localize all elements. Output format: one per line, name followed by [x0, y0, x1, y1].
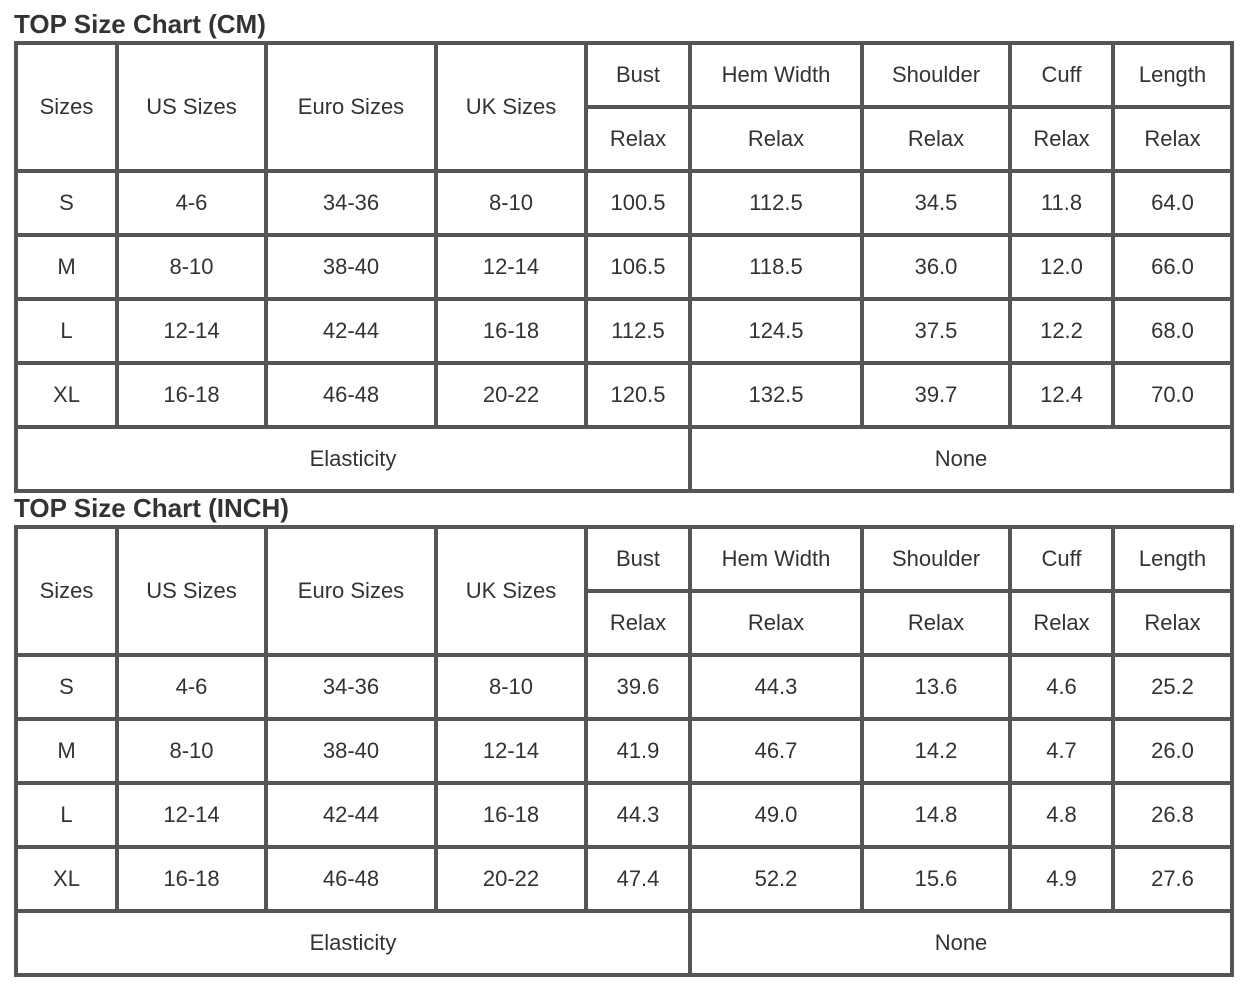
us-size-cell: 12-14	[117, 299, 266, 363]
us-size-cell: 16-18	[117, 363, 266, 427]
cuff-cell: 12.0	[1010, 235, 1113, 299]
header-bust: Bust	[586, 527, 690, 591]
bust-cell: 41.9	[586, 719, 690, 783]
shoulder-cell: 36.0	[862, 235, 1010, 299]
header-euro-sizes: Euro Sizes	[266, 527, 436, 655]
cuff-cell: 4.7	[1010, 719, 1113, 783]
elasticity-value: None	[690, 911, 1232, 975]
size-cell: XL	[16, 363, 117, 427]
size-cell: XL	[16, 847, 117, 911]
length-cell: 68.0	[1113, 299, 1232, 363]
shoulder-cell: 39.7	[862, 363, 1010, 427]
us-size-cell: 8-10	[117, 719, 266, 783]
header-bust: Bust	[586, 43, 690, 107]
subheader-shoulder-relax: Relax	[862, 591, 1010, 655]
shoulder-cell: 37.5	[862, 299, 1010, 363]
bust-cell: 100.5	[586, 171, 690, 235]
uk-size-cell: 20-22	[436, 847, 586, 911]
size-cell: L	[16, 299, 117, 363]
subheader-bust-relax: Relax	[586, 591, 690, 655]
hem-width-cell: 124.5	[690, 299, 862, 363]
header-us-sizes: US Sizes	[117, 43, 266, 171]
table-row	[16, 363, 1232, 427]
header-sizes: Sizes	[16, 43, 117, 171]
size-cell: L	[16, 783, 117, 847]
inch-chart-title: TOP Size Chart (INCH)	[14, 493, 289, 523]
header-cuff: Cuff	[1010, 43, 1113, 107]
elasticity-row	[16, 427, 1232, 491]
euro-size-cell: 46-48	[266, 847, 436, 911]
shoulder-cell: 34.5	[862, 171, 1010, 235]
inch-size-table	[14, 525, 1234, 977]
euro-size-cell: 34-36	[266, 171, 436, 235]
us-size-cell: 4-6	[117, 171, 266, 235]
length-cell: 26.0	[1113, 719, 1232, 783]
hem-width-cell: 44.3	[690, 655, 862, 719]
cuff-cell: 12.4	[1010, 363, 1113, 427]
table-row	[16, 171, 1232, 235]
subheader-bust-relax: Relax	[586, 107, 690, 171]
euro-size-cell: 38-40	[266, 235, 436, 299]
shoulder-cell: 15.6	[862, 847, 1010, 911]
header-row	[16, 43, 1232, 107]
uk-size-cell: 12-14	[436, 719, 586, 783]
header-euro-sizes: Euro Sizes	[266, 43, 436, 171]
euro-size-cell: 38-40	[266, 719, 436, 783]
size-cell: M	[16, 235, 117, 299]
cm-size-table	[14, 41, 1234, 493]
us-size-cell: 8-10	[117, 235, 266, 299]
uk-size-cell: 16-18	[436, 299, 586, 363]
elasticity-label: Elasticity	[16, 427, 690, 491]
cm-chart-title: TOP Size Chart (CM)	[14, 9, 266, 39]
us-size-cell: 16-18	[117, 847, 266, 911]
length-cell: 27.6	[1113, 847, 1232, 911]
bust-cell: 106.5	[586, 235, 690, 299]
header-length: Length	[1113, 43, 1232, 107]
hem-width-cell: 112.5	[690, 171, 862, 235]
bust-cell: 120.5	[586, 363, 690, 427]
elasticity-label: Elasticity	[16, 911, 690, 975]
header-uk-sizes: UK Sizes	[436, 43, 586, 171]
hem-width-cell: 118.5	[690, 235, 862, 299]
euro-size-cell: 34-36	[266, 655, 436, 719]
elasticity-value: None	[690, 427, 1232, 491]
subheader-hem-relax: Relax	[690, 107, 862, 171]
hem-width-cell: 52.2	[690, 847, 862, 911]
header-cuff: Cuff	[1010, 527, 1113, 591]
header-hem-width: Hem Width	[690, 43, 862, 107]
uk-size-cell: 12-14	[436, 235, 586, 299]
bust-cell: 47.4	[586, 847, 690, 911]
uk-size-cell: 8-10	[436, 171, 586, 235]
length-cell: 26.8	[1113, 783, 1232, 847]
header-shoulder: Shoulder	[862, 527, 1010, 591]
header-length: Length	[1113, 527, 1232, 591]
cuff-cell: 4.8	[1010, 783, 1113, 847]
us-size-cell: 12-14	[117, 783, 266, 847]
hem-width-cell: 49.0	[690, 783, 862, 847]
cuff-cell: 4.6	[1010, 655, 1113, 719]
length-cell: 66.0	[1113, 235, 1232, 299]
length-cell: 70.0	[1113, 363, 1232, 427]
subheader-hem-relax: Relax	[690, 591, 862, 655]
size-cell: S	[16, 171, 117, 235]
table-row	[16, 719, 1232, 783]
elasticity-row	[16, 911, 1232, 975]
subheader-cuff-relax: Relax	[1010, 591, 1113, 655]
header-us-sizes: US Sizes	[117, 527, 266, 655]
table-row	[16, 235, 1232, 299]
bust-cell: 39.6	[586, 655, 690, 719]
euro-size-cell: 46-48	[266, 363, 436, 427]
hem-width-cell: 46.7	[690, 719, 862, 783]
header-hem-width: Hem Width	[690, 527, 862, 591]
shoulder-cell: 14.2	[862, 719, 1010, 783]
cuff-cell: 11.8	[1010, 171, 1113, 235]
subheader-length-relax: Relax	[1113, 107, 1232, 171]
header-shoulder: Shoulder	[862, 43, 1010, 107]
size-cell: S	[16, 655, 117, 719]
length-cell: 64.0	[1113, 171, 1232, 235]
bust-cell: 112.5	[586, 299, 690, 363]
header-uk-sizes: UK Sizes	[436, 527, 586, 655]
table-row	[16, 783, 1232, 847]
hem-width-cell: 132.5	[690, 363, 862, 427]
cuff-cell: 4.9	[1010, 847, 1113, 911]
cuff-cell: 12.2	[1010, 299, 1113, 363]
table-row	[16, 847, 1232, 911]
uk-size-cell: 16-18	[436, 783, 586, 847]
uk-size-cell: 20-22	[436, 363, 586, 427]
table-row	[16, 299, 1232, 363]
euro-size-cell: 42-44	[266, 299, 436, 363]
euro-size-cell: 42-44	[266, 783, 436, 847]
shoulder-cell: 13.6	[862, 655, 1010, 719]
size-cell: M	[16, 719, 117, 783]
table-row	[16, 655, 1232, 719]
subheader-length-relax: Relax	[1113, 591, 1232, 655]
uk-size-cell: 8-10	[436, 655, 586, 719]
header-sizes: Sizes	[16, 527, 117, 655]
subheader-shoulder-relax: Relax	[862, 107, 1010, 171]
us-size-cell: 4-6	[117, 655, 266, 719]
shoulder-cell: 14.8	[862, 783, 1010, 847]
length-cell: 25.2	[1113, 655, 1232, 719]
bust-cell: 44.3	[586, 783, 690, 847]
subheader-cuff-relax: Relax	[1010, 107, 1113, 171]
header-row	[16, 527, 1232, 591]
